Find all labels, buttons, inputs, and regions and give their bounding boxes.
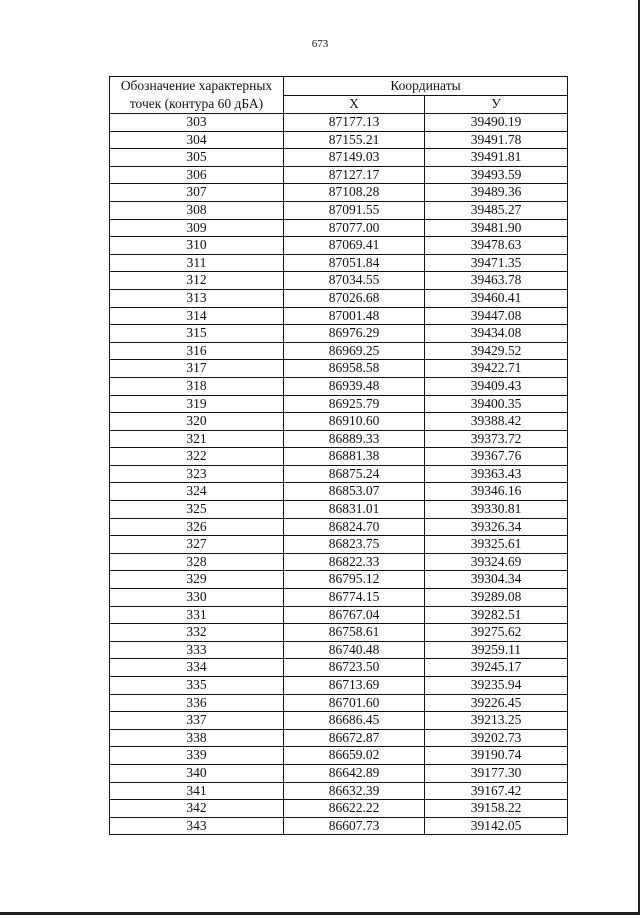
point-cell: 320: [110, 413, 284, 431]
table-row: [110, 589, 568, 607]
table-row: [110, 430, 568, 448]
x-coordinate-cell: 87069.41: [284, 237, 425, 255]
y-coordinate-cell: 39400.35: [425, 395, 568, 413]
x-coordinate-cell: 87108.28: [284, 184, 425, 202]
y-coordinate-cell: 39460.41: [425, 289, 568, 307]
y-coordinate-cell: 39491.78: [425, 131, 568, 149]
x-coordinate-cell: 86795.12: [284, 571, 425, 589]
table-row: [110, 712, 568, 730]
x-coordinate-cell: 86831.01: [284, 501, 425, 519]
point-cell: 339: [110, 747, 284, 765]
x-coordinate-cell: 87091.55: [284, 201, 425, 219]
table-row: [110, 325, 568, 343]
y-coordinate-cell: 39447.08: [425, 307, 568, 325]
point-cell: 311: [110, 254, 284, 272]
table-row: [110, 377, 568, 395]
table-row: [110, 677, 568, 695]
y-coordinate-cell: 39167.42: [425, 782, 568, 800]
y-coordinate-cell: 39485.27: [425, 201, 568, 219]
point-cell: 313: [110, 289, 284, 307]
y-coordinate-cell: 39422.71: [425, 360, 568, 378]
point-cell: 331: [110, 606, 284, 624]
table-header: [110, 77, 568, 114]
point-cell: 340: [110, 764, 284, 782]
table-row: [110, 800, 568, 818]
y-coordinate-cell: 39434.08: [425, 325, 568, 343]
y-coordinate-cell: 39409.43: [425, 377, 568, 395]
point-cell: 332: [110, 624, 284, 642]
x-coordinate-cell: 86774.15: [284, 589, 425, 607]
x-coordinate-cell: 87001.48: [284, 307, 425, 325]
point-cell: 322: [110, 448, 284, 466]
table-row: [110, 747, 568, 765]
x-coordinate-cell: 86823.75: [284, 536, 425, 554]
x-coordinate-cell: 86969.25: [284, 342, 425, 360]
y-coordinate-cell: 39478.63: [425, 237, 568, 255]
x-coordinate-cell: 86672.87: [284, 729, 425, 747]
table-row: [110, 201, 568, 219]
table-row: [110, 659, 568, 677]
table-row: [110, 641, 568, 659]
x-coordinate-cell: 86939.48: [284, 377, 425, 395]
x-coordinate-cell: 86767.04: [284, 606, 425, 624]
header-row-top: [110, 77, 568, 96]
point-cell: 303: [110, 114, 284, 132]
table-row: [110, 131, 568, 149]
table-row: [110, 184, 568, 202]
point-cell: 305: [110, 149, 284, 167]
y-coordinate-cell: 39324.69: [425, 553, 568, 571]
point-cell: 312: [110, 272, 284, 290]
x-coordinate-cell: 86958.58: [284, 360, 425, 378]
point-cell: 342: [110, 800, 284, 818]
point-designation-header-line2: точек (контура 60 дБА): [129, 96, 264, 111]
y-coordinate-cell: 39388.42: [425, 413, 568, 431]
table-body: [110, 114, 568, 835]
point-cell: 309: [110, 219, 284, 237]
coordinates-table: [109, 76, 568, 835]
y-coordinate-cell: 39177.30: [425, 764, 568, 782]
table-row: [110, 237, 568, 255]
x-column-header: X: [284, 96, 425, 114]
y-coordinate-cell: 39346.16: [425, 483, 568, 501]
x-coordinate-cell: 87051.84: [284, 254, 425, 272]
x-coordinate-cell: 87026.68: [284, 289, 425, 307]
point-designation-header-line1: Обозначение характерных: [120, 78, 273, 93]
y-coordinate-cell: 39490.19: [425, 114, 568, 132]
x-coordinate-cell: 86686.45: [284, 712, 425, 730]
table-row: [110, 289, 568, 307]
x-coordinate-cell: 87034.55: [284, 272, 425, 290]
point-cell: 343: [110, 817, 284, 835]
y-coordinate-cell: 39463.78: [425, 272, 568, 290]
point-cell: 321: [110, 430, 284, 448]
page-number: 673: [311, 38, 329, 50]
coordinates-header: Координаты: [284, 77, 568, 96]
table-row: [110, 114, 568, 132]
table-row: [110, 342, 568, 360]
point-cell: 310: [110, 237, 284, 255]
table-row: [110, 219, 568, 237]
x-coordinate-cell: 87127.17: [284, 166, 425, 184]
table-row: [110, 782, 568, 800]
y-coordinate-cell: 39367.76: [425, 448, 568, 466]
point-cell: 329: [110, 571, 284, 589]
x-coordinate-cell: 86875.24: [284, 465, 425, 483]
y-coordinate-cell: 39304.34: [425, 571, 568, 589]
y-coordinate-cell: 39158.22: [425, 800, 568, 818]
point-cell: 304: [110, 131, 284, 149]
point-cell: 315: [110, 325, 284, 343]
point-cell: 327: [110, 536, 284, 554]
table-row: [110, 518, 568, 536]
y-coordinate-cell: 39330.81: [425, 501, 568, 519]
point-cell: 306: [110, 166, 284, 184]
x-coordinate-cell: 86925.79: [284, 395, 425, 413]
y-coordinate-cell: 39326.34: [425, 518, 568, 536]
table-row: [110, 501, 568, 519]
y-coordinate-cell: 39491.81: [425, 149, 568, 167]
point-cell: 333: [110, 641, 284, 659]
x-coordinate-cell: 86713.69: [284, 677, 425, 695]
table-row: [110, 360, 568, 378]
table-row: [110, 166, 568, 184]
point-cell: 307: [110, 184, 284, 202]
table-row: [110, 272, 568, 290]
point-cell: 335: [110, 677, 284, 695]
y-coordinate-cell: 39373.72: [425, 430, 568, 448]
y-coordinate-cell: 39325.61: [425, 536, 568, 554]
table-row: [110, 307, 568, 325]
y-coordinate-cell: 39363.43: [425, 465, 568, 483]
x-coordinate-cell: 86607.73: [284, 817, 425, 835]
point-cell: 338: [110, 729, 284, 747]
point-cell: 316: [110, 342, 284, 360]
x-coordinate-cell: 86853.07: [284, 483, 425, 501]
table-row: [110, 149, 568, 167]
y-coordinate-cell: 39471.35: [425, 254, 568, 272]
table-row: [110, 729, 568, 747]
point-cell: 334: [110, 659, 284, 677]
x-coordinate-cell: 86758.61: [284, 624, 425, 642]
table-row: [110, 413, 568, 431]
point-cell: 337: [110, 712, 284, 730]
y-coordinate-cell: 39429.52: [425, 342, 568, 360]
x-coordinate-cell: 86659.02: [284, 747, 425, 765]
table-row: [110, 395, 568, 413]
point-cell: 326: [110, 518, 284, 536]
y-coordinate-cell: 39282.51: [425, 606, 568, 624]
y-coordinate-cell: 39493.59: [425, 166, 568, 184]
x-coordinate-cell: 86632.39: [284, 782, 425, 800]
table-row: [110, 817, 568, 835]
x-coordinate-cell: 86723.50: [284, 659, 425, 677]
y-coordinate-cell: 39489.36: [425, 184, 568, 202]
table-row: [110, 483, 568, 501]
x-coordinate-cell: 87149.03: [284, 149, 425, 167]
y-coordinate-cell: 39190.74: [425, 747, 568, 765]
x-coordinate-cell: 86889.33: [284, 430, 425, 448]
x-coordinate-cell: 86976.29: [284, 325, 425, 343]
y-coordinate-cell: 39142.05: [425, 817, 568, 835]
y-column-header: У: [425, 96, 568, 114]
x-coordinate-cell: 87177.13: [284, 114, 425, 132]
x-coordinate-cell: 86824.70: [284, 518, 425, 536]
y-coordinate-cell: 39259.11: [425, 641, 568, 659]
y-coordinate-cell: 39226.45: [425, 694, 568, 712]
table-row: [110, 606, 568, 624]
y-coordinate-cell: 39235.94: [425, 677, 568, 695]
y-coordinate-cell: 39202.73: [425, 729, 568, 747]
table-row: [110, 254, 568, 272]
y-coordinate-cell: 39289.08: [425, 589, 568, 607]
y-coordinate-cell: 39275.62: [425, 624, 568, 642]
table-row: [110, 448, 568, 466]
point-cell: 330: [110, 589, 284, 607]
point-cell: 324: [110, 483, 284, 501]
table-row: [110, 465, 568, 483]
point-cell: 318: [110, 377, 284, 395]
point-designation-header: [110, 77, 284, 114]
x-coordinate-cell: 86622.22: [284, 800, 425, 818]
x-coordinate-cell: 86822.33: [284, 553, 425, 571]
x-coordinate-cell: 87155.21: [284, 131, 425, 149]
table-row: [110, 536, 568, 554]
y-coordinate-cell: 39481.90: [425, 219, 568, 237]
point-cell: 308: [110, 201, 284, 219]
x-coordinate-cell: 86701.60: [284, 694, 425, 712]
table-row: [110, 694, 568, 712]
point-cell: 325: [110, 501, 284, 519]
y-coordinate-cell: 39245.17: [425, 659, 568, 677]
point-cell: 341: [110, 782, 284, 800]
x-coordinate-cell: 87077.00: [284, 219, 425, 237]
point-cell: 319: [110, 395, 284, 413]
table-row: [110, 571, 568, 589]
x-coordinate-cell: 86642.89: [284, 764, 425, 782]
table-row: [110, 553, 568, 571]
x-coordinate-cell: 86740.48: [284, 641, 425, 659]
point-cell: 317: [110, 360, 284, 378]
table-row: [110, 624, 568, 642]
y-coordinate-cell: 39213.25: [425, 712, 568, 730]
point-cell: 328: [110, 553, 284, 571]
point-cell: 314: [110, 307, 284, 325]
point-cell: 323: [110, 465, 284, 483]
table-row: [110, 764, 568, 782]
x-coordinate-cell: 86910.60: [284, 413, 425, 431]
x-coordinate-cell: 86881.38: [284, 448, 425, 466]
point-cell: 336: [110, 694, 284, 712]
